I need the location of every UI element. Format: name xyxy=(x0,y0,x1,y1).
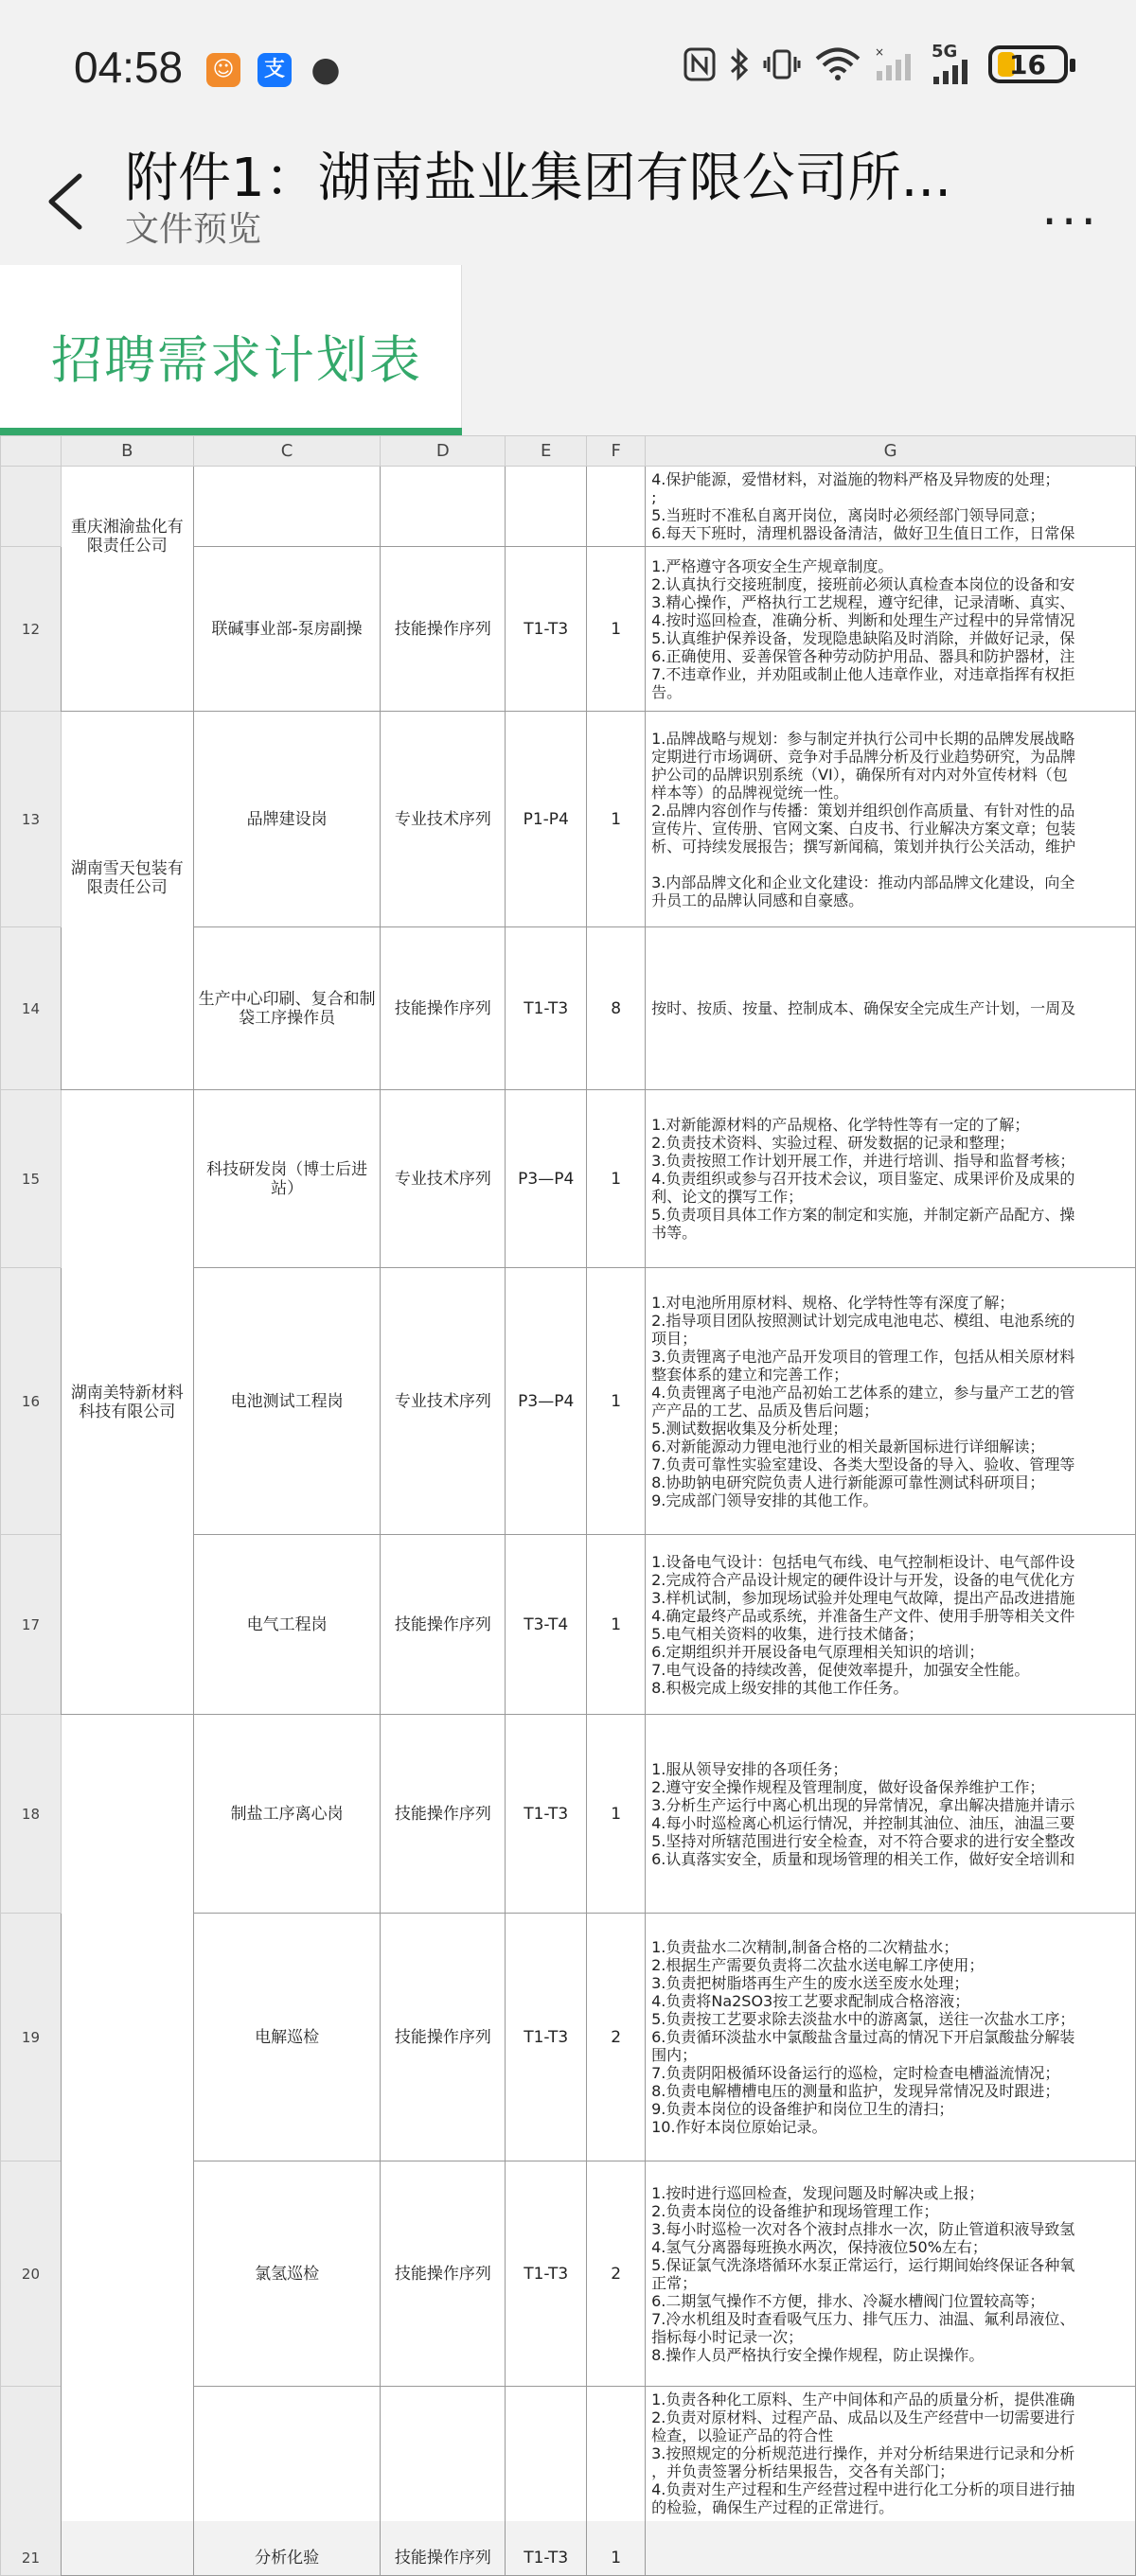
level-cell[interactable]: T1-T3 xyxy=(506,2161,587,2387)
count-cell[interactable]: 1 xyxy=(587,712,646,927)
app-header xyxy=(0,132,1136,265)
sheet-tab-label: 招聘需求计划表 xyxy=(51,330,422,390)
row-number[interactable]: 14 xyxy=(1,927,62,1090)
bluetooth-icon xyxy=(729,45,750,83)
count-cell[interactable] xyxy=(587,467,646,547)
duty-cell[interactable]: 1.服从领导安排的各项任务； 2.遵守安全操作规程及管理制度，做好设备保养维护工作； 3.分析生产运行中离心机出现的异常情况，拿出解决措施并请示 4.每小时巡检离心机运行情况，并控制其油位、油压，油温三要 5.坚持对所辖范围进行安全检查，对不符合要求的进行安全整改 6.认真落实安全，质量和现场管理的相关工作，做好安全培训和 xyxy=(646,1715,1136,1914)
duty-cell[interactable]: 1.品牌战略与规划：参与制定并执行公司中长期的品牌发展战略 定期进行市场调研、竞争对手品牌分析及行业趋势研究，为品牌 护公司的品牌识别系统（VI），确保所有对内对外宣传材料（包 样本等）的品牌视觉统一性。 2.品牌内容创作与传播：策划并组织创作高质量、有针对性的品 宣传片、宣传册、官网文案、白皮书、行业解决方案文章；包装 析、可持续发展报告；撰写新闻稿，策划并执行公关活动，维护 3.内部品牌文化和企业文化建设：推动内部品牌文化建设，向全 升员工的品牌认同感和自豪感。 xyxy=(646,712,1136,927)
column-header-row xyxy=(1,436,1136,467)
table-row xyxy=(1,1090,1136,1268)
sequence-cell[interactable]: 技能操作序列 xyxy=(381,1715,506,1914)
table-row xyxy=(1,1715,1136,1914)
count-cell[interactable]: 1 xyxy=(587,2387,646,2576)
level-cell[interactable] xyxy=(506,467,587,547)
table-row xyxy=(1,467,1136,547)
table-row xyxy=(1,712,1136,927)
corner-cell[interactable] xyxy=(1,436,62,467)
level-cell[interactable]: P3—P4 xyxy=(506,1268,587,1535)
dept-cell[interactable]: 电解巡检 xyxy=(193,1914,381,2161)
battery-level: 16 xyxy=(1009,49,1046,80)
count-cell[interactable]: 1 xyxy=(587,547,646,712)
battery-cap xyxy=(1070,59,1075,72)
sheet-tab-bar xyxy=(0,265,1136,435)
row-number[interactable]: 12 xyxy=(1,547,62,712)
dept-cell[interactable]: 电池测试工程岗 xyxy=(193,1268,381,1535)
level-cell[interactable]: T1-T3 xyxy=(506,1715,587,1914)
sheet-tab-indicator xyxy=(0,428,462,435)
page-subtitle: 文件预览 xyxy=(125,210,262,249)
vibrate-icon xyxy=(763,45,801,83)
level-cell[interactable]: T1-T3 xyxy=(506,2387,587,2576)
page-title: 附件1：湖南盐业集团有限公司所... xyxy=(125,148,952,209)
level-cell[interactable]: T3-T4 xyxy=(506,1535,587,1715)
network-5g-icon xyxy=(932,42,975,83)
column-header-d[interactable]: D xyxy=(381,436,506,467)
sequence-cell[interactable]: 技能操作序列 xyxy=(381,1535,506,1715)
dept-cell[interactable]: 科技研发岗（博士后进站） xyxy=(193,1090,381,1268)
back-button[interactable] xyxy=(42,168,95,235)
column-header-b[interactable]: B xyxy=(61,436,193,467)
chat-icon: ● xyxy=(311,50,341,89)
sequence-cell[interactable]: 专业技术序列 xyxy=(381,1268,506,1535)
company-cell[interactable]: 湖南美特新材料科技有限公司 xyxy=(61,1090,193,1715)
column-header-f[interactable]: F xyxy=(587,436,646,467)
column-header-c[interactable]: C xyxy=(193,436,381,467)
nfc-icon xyxy=(683,45,716,83)
row-number[interactable]: 13 xyxy=(1,712,62,927)
duty-cell[interactable]: 1.对电池所用原材料、规格、化学特性等有深度了解； 2.指导项目团队按照测试计划完成电池电芯、模组、电池系统的 项目； 3.负责锂离子电池产品开发项目的管理工作，包括从相关原材料 整套体系的建立和完善工作； 4.负责锂离子电池产品初始工艺体系的建立，参与量产工艺的管 产产品的工艺、品质及售后问题； 5.测试数据收集及分析处理； 6.对新能源动力锂电池行业的相关最新国标进行详细解读； 7.负责可靠性实验室建设、各类大型设备的导入、验收、管理等 8.协助钠电研究院负责人进行新能源可靠性测试科研项目； 9.完成部门领导安排的其他工作。 xyxy=(646,1268,1136,1535)
status-bar xyxy=(0,0,1136,132)
sequence-cell[interactable]: 技能操作序列 xyxy=(381,2387,506,2576)
signal-icon xyxy=(875,45,918,83)
row-number[interactable]: 16 xyxy=(1,1268,62,1535)
row-number[interactable] xyxy=(1,467,62,547)
column-header-e[interactable]: E xyxy=(506,436,587,467)
duty-cell[interactable]: 1.对新能源材料的产品规格、化学特性等有一定的了解； 2.负责技术资料、实验过程、研发数据的记录和整理； 3.负责按照工作计划开展工作，并进行培训、指导和监督考核； 4.负责组织或参与召开技术会议，项目鉴定、成果评价及成果的 利、论文的撰写工作； 5.负责项目具体工作方案的制定和实施，并制定新产品配方、操 书等。 xyxy=(646,1090,1136,1268)
level-cell[interactable]: T1-T3 xyxy=(506,927,587,1090)
spreadsheet[interactable] xyxy=(0,435,1136,2567)
level-cell[interactable]: T1-T3 xyxy=(506,1914,587,2161)
duty-cell[interactable]: 按时、按质、按量、控制成本、确保安全完成生产计划，一周及 xyxy=(646,927,1136,1090)
duty-cell[interactable]: 1.严格遵守各项安全生产规章制度。 2.认真执行交接班制度，接班前必须认真检查本岗位的设备和安 3.精心操作，严格执行工艺规程，遵守纪律，记录清晰、真实、 4.按时巡回检查，准确分析、判断和处理生产过程中的异常情况 5.认真维护保养设备，发现隐患缺陷及时消除，并做好记录，保 6.正确使用、妥善保管各种劳动防护用品、器具和防护器材，注 7.不违章作业，并劝阻或制止他人违章作业，对违章指挥有权拒 告。 xyxy=(646,547,1136,712)
company-cell[interactable]: 湖南雪天包装有限责任公司 xyxy=(61,712,193,1090)
duty-cell[interactable]: 1.负责盐水二次精制,制备合格的二次精盐水； 2.根据生产需要负责将二次盐水送电解工序使用； 3.负责把树脂塔再生产生的废水送至废水处理； 4.负责将Na2SO3按工艺要求配制成合格溶液； 5.负责按工艺要求除去淡盐水中的游离氯，送往一次盐水工序； 6.负责循环淡盐水中氯酸盐含量过高的情况下开启氯酸盐分解装 围内； 7.负责阴阳极循环设备运行的巡检，定时检查电槽溢流情况； 8.负责电解槽槽电压的测量和监护，发现异常情况及时跟进； 9.负责本岗位的设备维护和岗位卫生的清扫； 10.作好本岗位原始记录。 xyxy=(646,1914,1136,2161)
duty-cell[interactable]: 1.负责各种化工原料、生产中间体和产品的质量分析，提供准确 2.负责对原材料、过程产品、成品以及生产经营中一切需要进行 检查，以验证产品的符合性 3.按照规定的分析规范进行操作，并对分析结果进行记录和分析 ，并负责签署分析结果报告，交各有关部门； 4.负责对生产过程和生产经营过程中进行化工分析的项目进行抽 的检验，确保生产过程的正常进行。 xyxy=(646,2387,1136,2576)
row-number[interactable]: 18 xyxy=(1,1715,62,1914)
status-time: 04:58 xyxy=(74,43,184,92)
network-label: 5G xyxy=(932,42,958,62)
sequence-cell[interactable]: 技能操作序列 xyxy=(381,2161,506,2387)
sequence-cell[interactable]: 技能操作序列 xyxy=(381,547,506,712)
svg-text:×: × xyxy=(875,45,885,59)
dept-cell[interactable]: 联碱事业部-泵房副操 xyxy=(193,547,381,712)
alipay-icon: 支 xyxy=(257,53,292,87)
dept-cell[interactable]: 制盐工序离心岗 xyxy=(193,1715,381,1914)
dept-cell[interactable]: 品牌建设岗 xyxy=(193,712,381,927)
dept-cell[interactable]: 生产中心印刷、复合和制袋工序操作员 xyxy=(193,927,381,1090)
duty-cell[interactable]: 1.按时进行巡回检查，发现问题及时解决或上报； 2.负责本岗位的设备维护和现场管理工作； 3.每小时巡检一次对各个液封点排水一次，防止管道积液导致氢 4.氢气分离器每班换水两次，保持液位50%左右； 5.保证氯气洗涤塔循环水泵正常运行，运行期间始终保证各种氧 正常； 6.二期氢气操作不方便，排水、冷凝水槽阀门位置较高等； 7.冷水机组及时查看吸气压力、排气压力、油温、氟利昂液位、 指标每小时记录一次； 8.操作人员严格执行安全操作规程，防止误操作。 xyxy=(646,2161,1136,2387)
count-cell[interactable]: 2 xyxy=(587,1914,646,2161)
count-cell[interactable]: 2 xyxy=(587,2161,646,2387)
sheet-tab[interactable] xyxy=(0,265,462,435)
count-cell[interactable]: 1 xyxy=(587,1268,646,1535)
row-number[interactable]: 15 xyxy=(1,1090,62,1268)
sequence-cell[interactable]: 技能操作序列 xyxy=(381,927,506,1090)
spreadsheet-table xyxy=(0,435,1136,2576)
level-cell[interactable]: P3—P4 xyxy=(506,1090,587,1268)
column-header-g[interactable]: G xyxy=(646,436,1136,467)
sequence-cell[interactable]: 技能操作序列 xyxy=(381,1914,506,2161)
row-number[interactable]: 17 xyxy=(1,1535,62,1715)
count-cell[interactable]: 1 xyxy=(587,1535,646,1715)
sequence-cell[interactable] xyxy=(381,467,506,547)
dept-cell[interactable]: 分析化验 xyxy=(193,2387,381,2576)
level-cell[interactable]: P1-P4 xyxy=(506,712,587,927)
level-cell[interactable]: T1-T3 xyxy=(506,547,587,712)
row-number[interactable]: 20 xyxy=(1,2161,62,2387)
chevron-left-icon xyxy=(42,168,95,235)
sequence-cell[interactable]: 专业技术序列 xyxy=(381,1090,506,1268)
more-menu-button[interactable]: ... xyxy=(1041,180,1100,237)
count-cell[interactable]: 8 xyxy=(587,927,646,1090)
battery-icon xyxy=(988,45,1068,83)
row-number[interactable]: 19 xyxy=(1,1914,62,2161)
count-cell[interactable]: 1 xyxy=(587,1715,646,1914)
dept-cell[interactable]: 电气工程岗 xyxy=(193,1535,381,1715)
dept-cell[interactable]: 氯氢巡检 xyxy=(193,2161,381,2387)
wifi-icon xyxy=(814,45,861,83)
sequence-cell[interactable]: 专业技术序列 xyxy=(381,712,506,927)
count-cell[interactable]: 1 xyxy=(587,1090,646,1268)
company-cell[interactable]: 重庆湘渝盐化有限责任公司 xyxy=(61,467,193,712)
taobao-icon: ☺ xyxy=(206,53,240,87)
row-number[interactable]: 21 xyxy=(1,2387,62,2576)
duty-cell[interactable]: 4.保护能源，爱惜材料，对溢施的物料严格及异物废的处理； ; 5.当班时不准私自离开岗位，离岗时必须经部门领导同意； 6.每天下班时，清理机器设备清洁，做好卫生值日工作，日常保 xyxy=(646,467,1136,547)
duty-cell[interactable]: 1.设备电气设计：包括电气布线、电气控制柜设计、电气部件设 2.完成符合产品设计规定的硬件设计与开发，设备的电气优化方 3.样机试制，参加现场试验并处理电气故障，提出产品改进措施 4.确定最终产品或系统，并准备生产文件、使用手册等相关文件 5.电气相关资料的收集，进行技术储备； 6.定期组织并开展设备电气原理相关知识的培训； 7.电气设备的持续改善，促使效率提升，加强安全性能。 8.积极完成上级安排的其他工作任务。 xyxy=(646,1535,1136,1715)
dept-cell[interactable] xyxy=(193,467,381,547)
company-cell[interactable] xyxy=(61,1715,193,2576)
